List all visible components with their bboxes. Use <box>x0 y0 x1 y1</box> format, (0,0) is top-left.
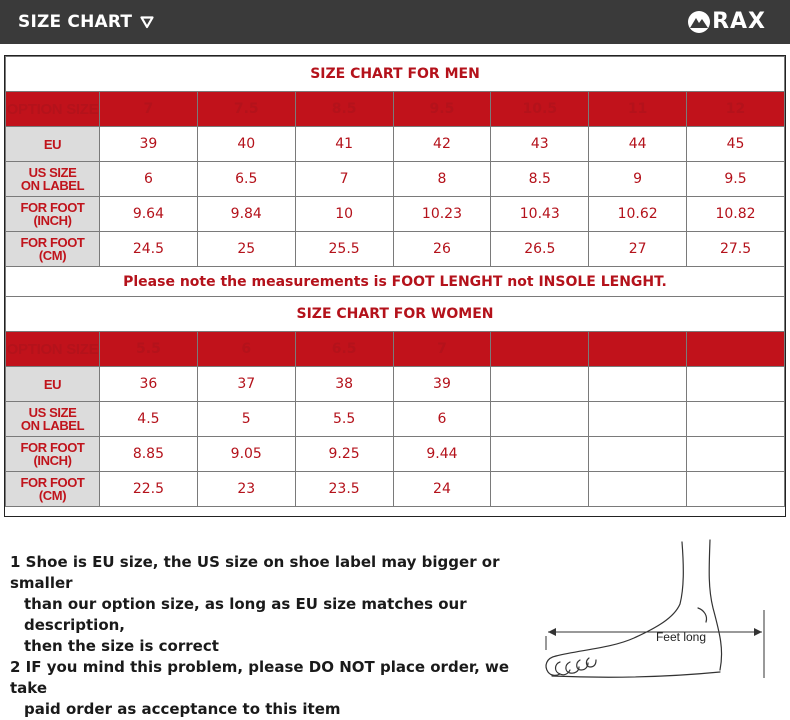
size-cell: 6 <box>100 162 198 197</box>
size-cell <box>589 367 687 402</box>
size-cell: 23 <box>197 472 295 507</box>
size-cell: 6.5 <box>197 162 295 197</box>
men-row-2 <box>6 162 785 197</box>
women-row-1 <box>6 367 785 402</box>
size-cell: 10.23 <box>393 197 491 232</box>
row-label-line: OPTION SIZE <box>6 340 99 358</box>
row-label-line: FOR FOOT <box>20 235 85 250</box>
row-label <box>6 332 100 367</box>
row-label <box>6 127 100 162</box>
size-cell <box>687 402 785 437</box>
row-label <box>6 162 100 197</box>
row-label <box>6 437 100 472</box>
size-cell: 7 <box>295 162 393 197</box>
feet-long-label: Feet long <box>655 630 707 644</box>
row-label-line: OPTION SIZE <box>6 100 99 118</box>
size-cell: 9.64 <box>100 197 198 232</box>
size-cell: 40 <box>197 127 295 162</box>
size-cell: 9.25 <box>295 437 393 472</box>
row-label-line: (CM) <box>38 248 67 263</box>
option-size-cell <box>491 332 589 367</box>
row-label-line: FOR FOOT <box>20 200 85 215</box>
brand-wordmark: RAX <box>712 9 766 34</box>
size-cell: 25 <box>197 232 295 267</box>
option-size-cell: 11 <box>589 92 687 127</box>
row-label-line: FOR FOOT <box>20 475 85 490</box>
size-cell: 8.5 <box>491 162 589 197</box>
foot-measurement-illustration <box>538 538 770 698</box>
row-label-line: US SIZE <box>28 165 77 180</box>
women-row-0 <box>6 332 785 367</box>
row-label <box>6 367 100 402</box>
option-size-cell: 6.5 <box>295 332 393 367</box>
size-cell: 10.62 <box>589 197 687 232</box>
row-label-line: US SIZE <box>28 405 77 420</box>
size-cell: 27 <box>589 232 687 267</box>
size-cell <box>491 367 589 402</box>
size-cell <box>589 437 687 472</box>
note-1-line-1: 1 Shoe is EU size, the US size on shoe label may bigger or smaller <box>10 553 500 592</box>
option-size-cell <box>687 332 785 367</box>
size-cell: 36 <box>100 367 198 402</box>
row-label-line: (INCH) <box>33 213 72 228</box>
option-size-cell: 12 <box>687 92 785 127</box>
size-cell: 9.84 <box>197 197 295 232</box>
size-chart <box>4 55 786 517</box>
option-size-cell: 5.5 <box>100 332 198 367</box>
size-cell: 39 <box>393 367 491 402</box>
size-cell: 4.5 <box>100 402 198 437</box>
size-cell: 27.5 <box>687 232 785 267</box>
men-row-1 <box>6 127 785 162</box>
size-cell: 5 <box>197 402 295 437</box>
size-cell: 41 <box>295 127 393 162</box>
note-1-line-2: than our option size, as long as EU size matches our description, <box>24 595 467 634</box>
men-chart-title: SIZE CHART FOR MEN <box>6 57 785 92</box>
women-chart-title: SIZE CHART FOR WOMEN <box>6 297 785 332</box>
note-2-line-1: 2 IF you mind this problem, please DO NOT place order, we take <box>10 658 510 697</box>
size-cell <box>589 472 687 507</box>
size-cell <box>491 472 589 507</box>
size-cell: 26 <box>393 232 491 267</box>
size-cell: 5.5 <box>295 402 393 437</box>
size-cell: 10 <box>295 197 393 232</box>
women-row-4 <box>6 472 785 507</box>
size-cell: 10.82 <box>687 197 785 232</box>
men-row-0 <box>6 92 785 127</box>
row-label-line: EU <box>43 136 62 152</box>
size-cell: 8.85 <box>100 437 198 472</box>
notes <box>10 552 550 720</box>
brand-logo <box>686 9 766 34</box>
size-cell: 6 <box>393 402 491 437</box>
men-row-4 <box>6 232 785 267</box>
size-cell: 9.05 <box>197 437 295 472</box>
men-row-3 <box>6 197 785 232</box>
option-size-cell: 8.5 <box>295 92 393 127</box>
option-size-cell <box>589 332 687 367</box>
size-cell: 42 <box>393 127 491 162</box>
size-cell: 22.5 <box>100 472 198 507</box>
row-label-line: (INCH) <box>33 453 72 468</box>
option-size-cell: 10.5 <box>491 92 589 127</box>
women-row-2 <box>6 402 785 437</box>
rax-logo-icon <box>686 10 712 34</box>
option-size-cell: 7.5 <box>197 92 295 127</box>
size-cell: 24 <box>393 472 491 507</box>
down-triangle-icon <box>140 15 154 29</box>
option-size-cell: 7 <box>393 332 491 367</box>
option-size-cell: 7 <box>100 92 198 127</box>
row-label <box>6 197 100 232</box>
size-cell: 43 <box>491 127 589 162</box>
size-cell: 38 <box>295 367 393 402</box>
option-size-cell: 9.5 <box>393 92 491 127</box>
size-cell: 9.5 <box>687 162 785 197</box>
size-cell: 45 <box>687 127 785 162</box>
row-label <box>6 92 100 127</box>
row-label <box>6 472 100 507</box>
size-cell: 44 <box>589 127 687 162</box>
size-cell: 25.5 <box>295 232 393 267</box>
row-label-line: ON LABEL <box>20 178 85 193</box>
row-label-line: ON LABEL <box>20 418 85 433</box>
women-row-3 <box>6 437 785 472</box>
size-cell: 9.44 <box>393 437 491 472</box>
size-cell: 26.5 <box>491 232 589 267</box>
note-2-line-2: paid order as acceptance to this item <box>24 700 341 718</box>
row-label <box>6 402 100 437</box>
size-cell <box>687 437 785 472</box>
row-label <box>6 232 100 267</box>
size-cell <box>589 402 687 437</box>
size-cell <box>687 472 785 507</box>
size-cell: 8 <box>393 162 491 197</box>
header-bar <box>0 0 790 44</box>
size-table <box>5 56 785 507</box>
size-cell: 24.5 <box>100 232 198 267</box>
size-cell: 37 <box>197 367 295 402</box>
size-cell <box>491 437 589 472</box>
size-cell: 23.5 <box>295 472 393 507</box>
size-cell: 39 <box>100 127 198 162</box>
size-cell <box>687 367 785 402</box>
size-cell: 10.43 <box>491 197 589 232</box>
measurement-note: Please note the measurements is FOOT LENGHT not INSOLE LENGHT. <box>6 267 785 297</box>
row-label-line: (CM) <box>38 488 67 503</box>
size-cell <box>491 402 589 437</box>
note-1-line-3: then the size is correct <box>24 637 219 655</box>
option-size-cell: 6 <box>197 332 295 367</box>
size-cell: 9 <box>589 162 687 197</box>
page-title: SIZE CHART <box>18 12 133 32</box>
row-label-line: EU <box>43 376 62 392</box>
row-label-line: FOR FOOT <box>20 440 85 455</box>
